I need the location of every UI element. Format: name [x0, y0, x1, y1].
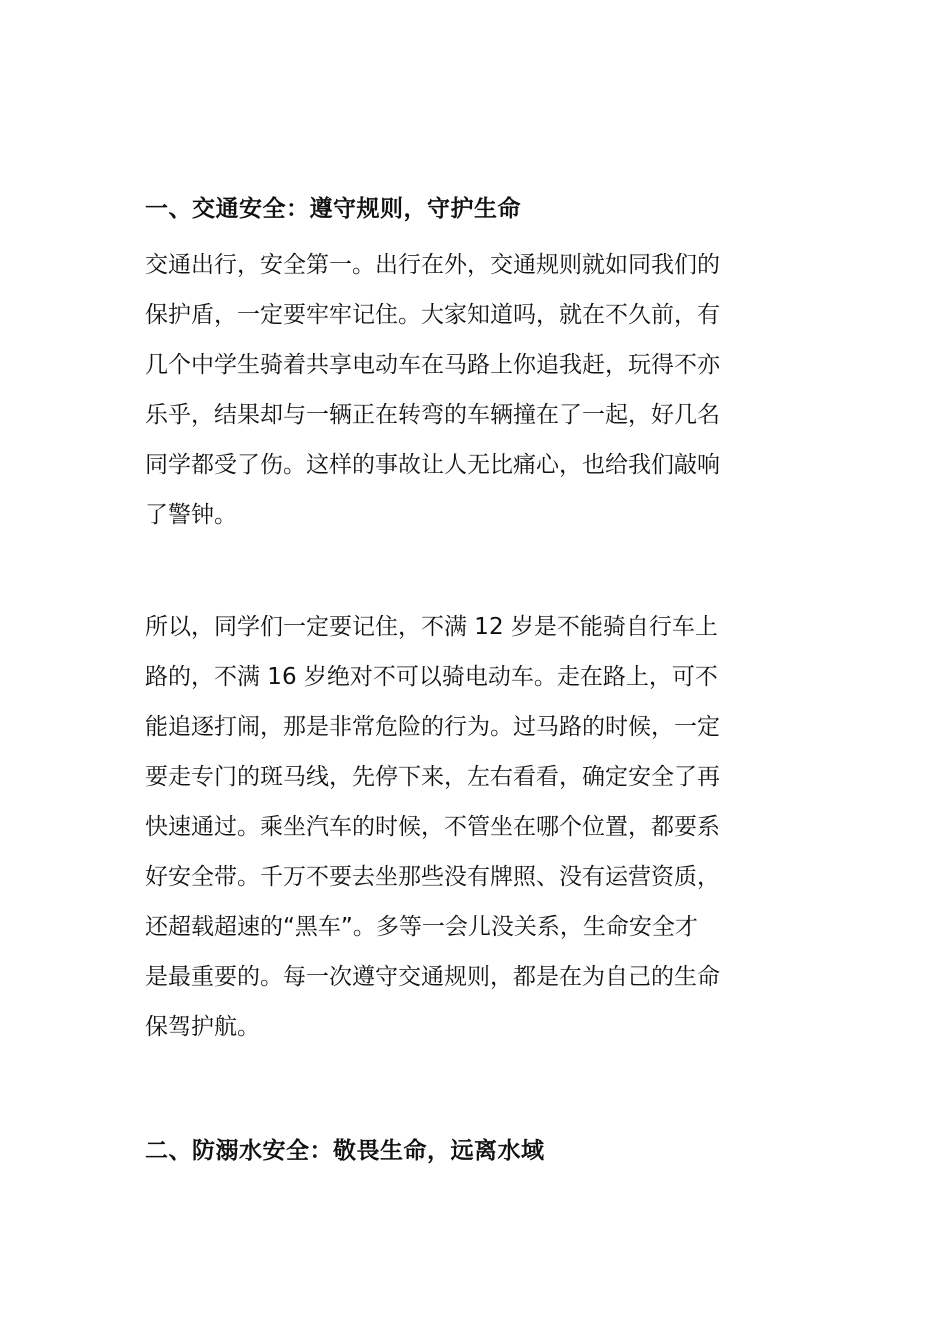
text-line: 保护盾，一定要牢牢记住。大家知道吗，就在不久前，有: [145, 302, 720, 328]
text-line: 所以，同学们一定要记住，不满 12 岁是不能骑自行车上: [145, 614, 718, 640]
text-line: 还超载超速的“黑车”。多等一会儿没关系，生命安全才: [145, 914, 698, 940]
section-heading-drowning-safety: 二、防溺水安全：敬畏生命，远离水域: [145, 1138, 545, 1164]
section-heading-traffic-safety: 一、交通安全：遵守规则，守护生命: [145, 196, 521, 222]
text-line: 几个中学生骑着共享电动车在马路上你追我赶，玩得不亦: [145, 352, 720, 378]
text-line: 要走专门的斑马线，先停下来，左右看看，确定安全了再: [145, 764, 720, 790]
text-line: 同学都受了伤。这样的事故让人无比痛心，也给我们敲响: [145, 452, 720, 478]
text-line: 路的，不满 16 岁绝对不可以骑电动车。走在路上，可不: [145, 664, 718, 690]
paragraph-traffic-rules: [145, 602, 795, 1052]
document-body: [145, 190, 795, 1170]
text-line: 快速通过。乘坐汽车的时候，不管坐在哪个位置，都要系: [145, 814, 720, 840]
text-line: 交通出行，安全第一。出行在外，交通规则就如同我们的: [145, 252, 720, 278]
paragraph-traffic-intro: [145, 240, 795, 540]
text-line: 能追逐打闹，那是非常危险的行为。过马路的时候，一定: [145, 714, 720, 740]
text-line: 乐乎，结果却与一辆正在转弯的车辆撞在了一起，好几名: [145, 402, 720, 428]
text-line: 保驾护航。: [145, 1014, 260, 1040]
text-line: 好安全带。千万不要去坐那些没有牌照、没有运营资质，: [145, 864, 720, 890]
text-line: 了警钟。: [145, 502, 237, 528]
text-line: 是最重要的。每一次遵守交通规则，都是在为自己的生命: [145, 964, 720, 990]
